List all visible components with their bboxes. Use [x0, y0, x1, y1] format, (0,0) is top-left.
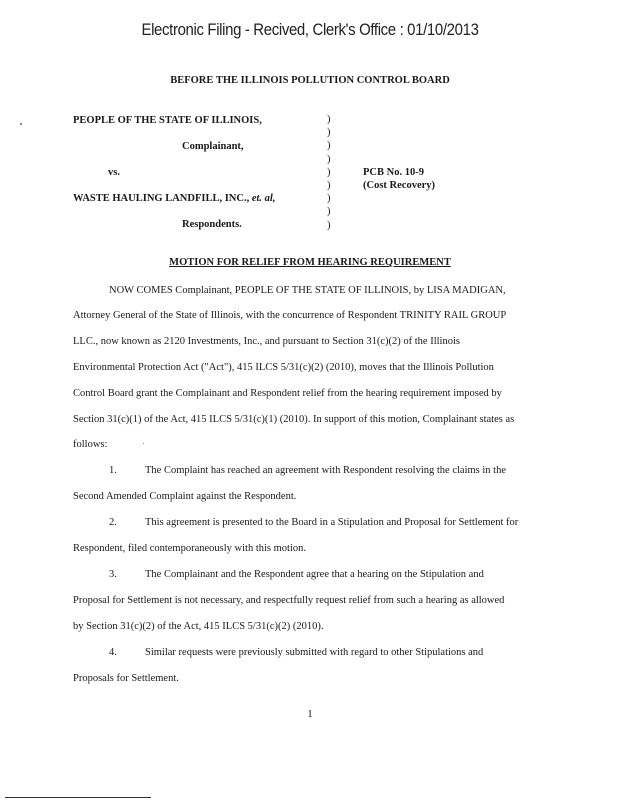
- caption-parentheses: ) ) ) ) ) ) ) ) ): [327, 114, 331, 231]
- item-line: Respondent, filed contemporaneously with this motion.: [73, 543, 307, 554]
- intro-line: Section 31(c)(1) of the Act, 415 ILCS 5/31(c)(1) (2010). In support of this motion, Complainant states as: [73, 414, 515, 425]
- case-number: PCB No. 10-9: [363, 167, 424, 178]
- motion-title: MOTION FOR RELIEF FROM HEARING REQUIREMENT: [169, 257, 451, 268]
- intro-line: Environmental Protection Act ("Act"), 415 ILCS 5/31(c)(2) (2010), moves that the Illinois Pollution: [73, 362, 494, 373]
- item-number: 2.: [109, 517, 117, 528]
- item-number: 1.: [109, 465, 117, 476]
- intro-line: follows:: [73, 439, 108, 450]
- item-line: Similar requests were previously submitted with regard to other Stipulations and: [145, 647, 484, 658]
- item-line: The Complainant and the Respondent agree that a hearing on the Stipulation and: [145, 569, 484, 580]
- item-number: 4.: [109, 647, 117, 658]
- item-number: 3.: [109, 569, 117, 580]
- item-line: This agreement is presented to the Board in a Stipulation and Proposal for Settlement for: [145, 517, 519, 528]
- intro-line: LLC., now known as 2120 Investments, Inc., and pursuant to Section 31(c)(2) of the Illinois: [73, 336, 460, 347]
- page-number: 1: [307, 708, 313, 720]
- footnote-separator: [5, 797, 151, 798]
- defendant-name: [73, 193, 275, 204]
- defendant-name-text: WASTE HAULING LANDFILL, INC.,: [73, 193, 252, 204]
- intro-line: Control Board grant the Complainant and Respondent relief from the hearing requirement imposed by: [73, 388, 502, 399]
- filing-stamp: Electronic Filing - Recived, Clerk's Office : 01/10/2013: [141, 20, 479, 39]
- case-type: (Cost Recovery): [363, 180, 436, 191]
- scan-speck: [20, 123, 22, 125]
- intro-line: Attorney General of the State of Illinois, with the concurrence of Respondent TRINITY RAIL GROUP: [73, 310, 507, 321]
- item-line: Proposals for Settlement.: [73, 673, 179, 684]
- plaintiff-role: Complainant,: [182, 141, 244, 152]
- item-line: by Section 31(c)(2) of the Act, 415 ILCS 5/31(c)(2) (2010).: [73, 621, 324, 632]
- scan-speck: [143, 443, 144, 444]
- intro-line: NOW COMES Complainant, PEOPLE OF THE STATE OF ILLINOIS, by LISA MADIGAN,: [109, 285, 506, 296]
- item-line: Proposal for Settlement is not necessary, and respectfully request relief from such a hearing as allowed: [73, 595, 505, 606]
- item-line: The Complaint has reached an agreement with Respondent resolving the claims in the: [145, 465, 506, 476]
- defendant-role: Respondents.: [182, 219, 242, 230]
- versus-label: vs.: [108, 167, 120, 178]
- board-heading: BEFORE THE ILLINOIS POLLUTION CONTROL BOARD: [170, 75, 450, 86]
- plaintiff-name: PEOPLE OF THE STATE OF ILLINOIS,: [73, 115, 262, 126]
- defendant-etal: et. al,: [251, 193, 276, 204]
- item-line: Second Amended Complaint against the Respondent.: [73, 491, 297, 502]
